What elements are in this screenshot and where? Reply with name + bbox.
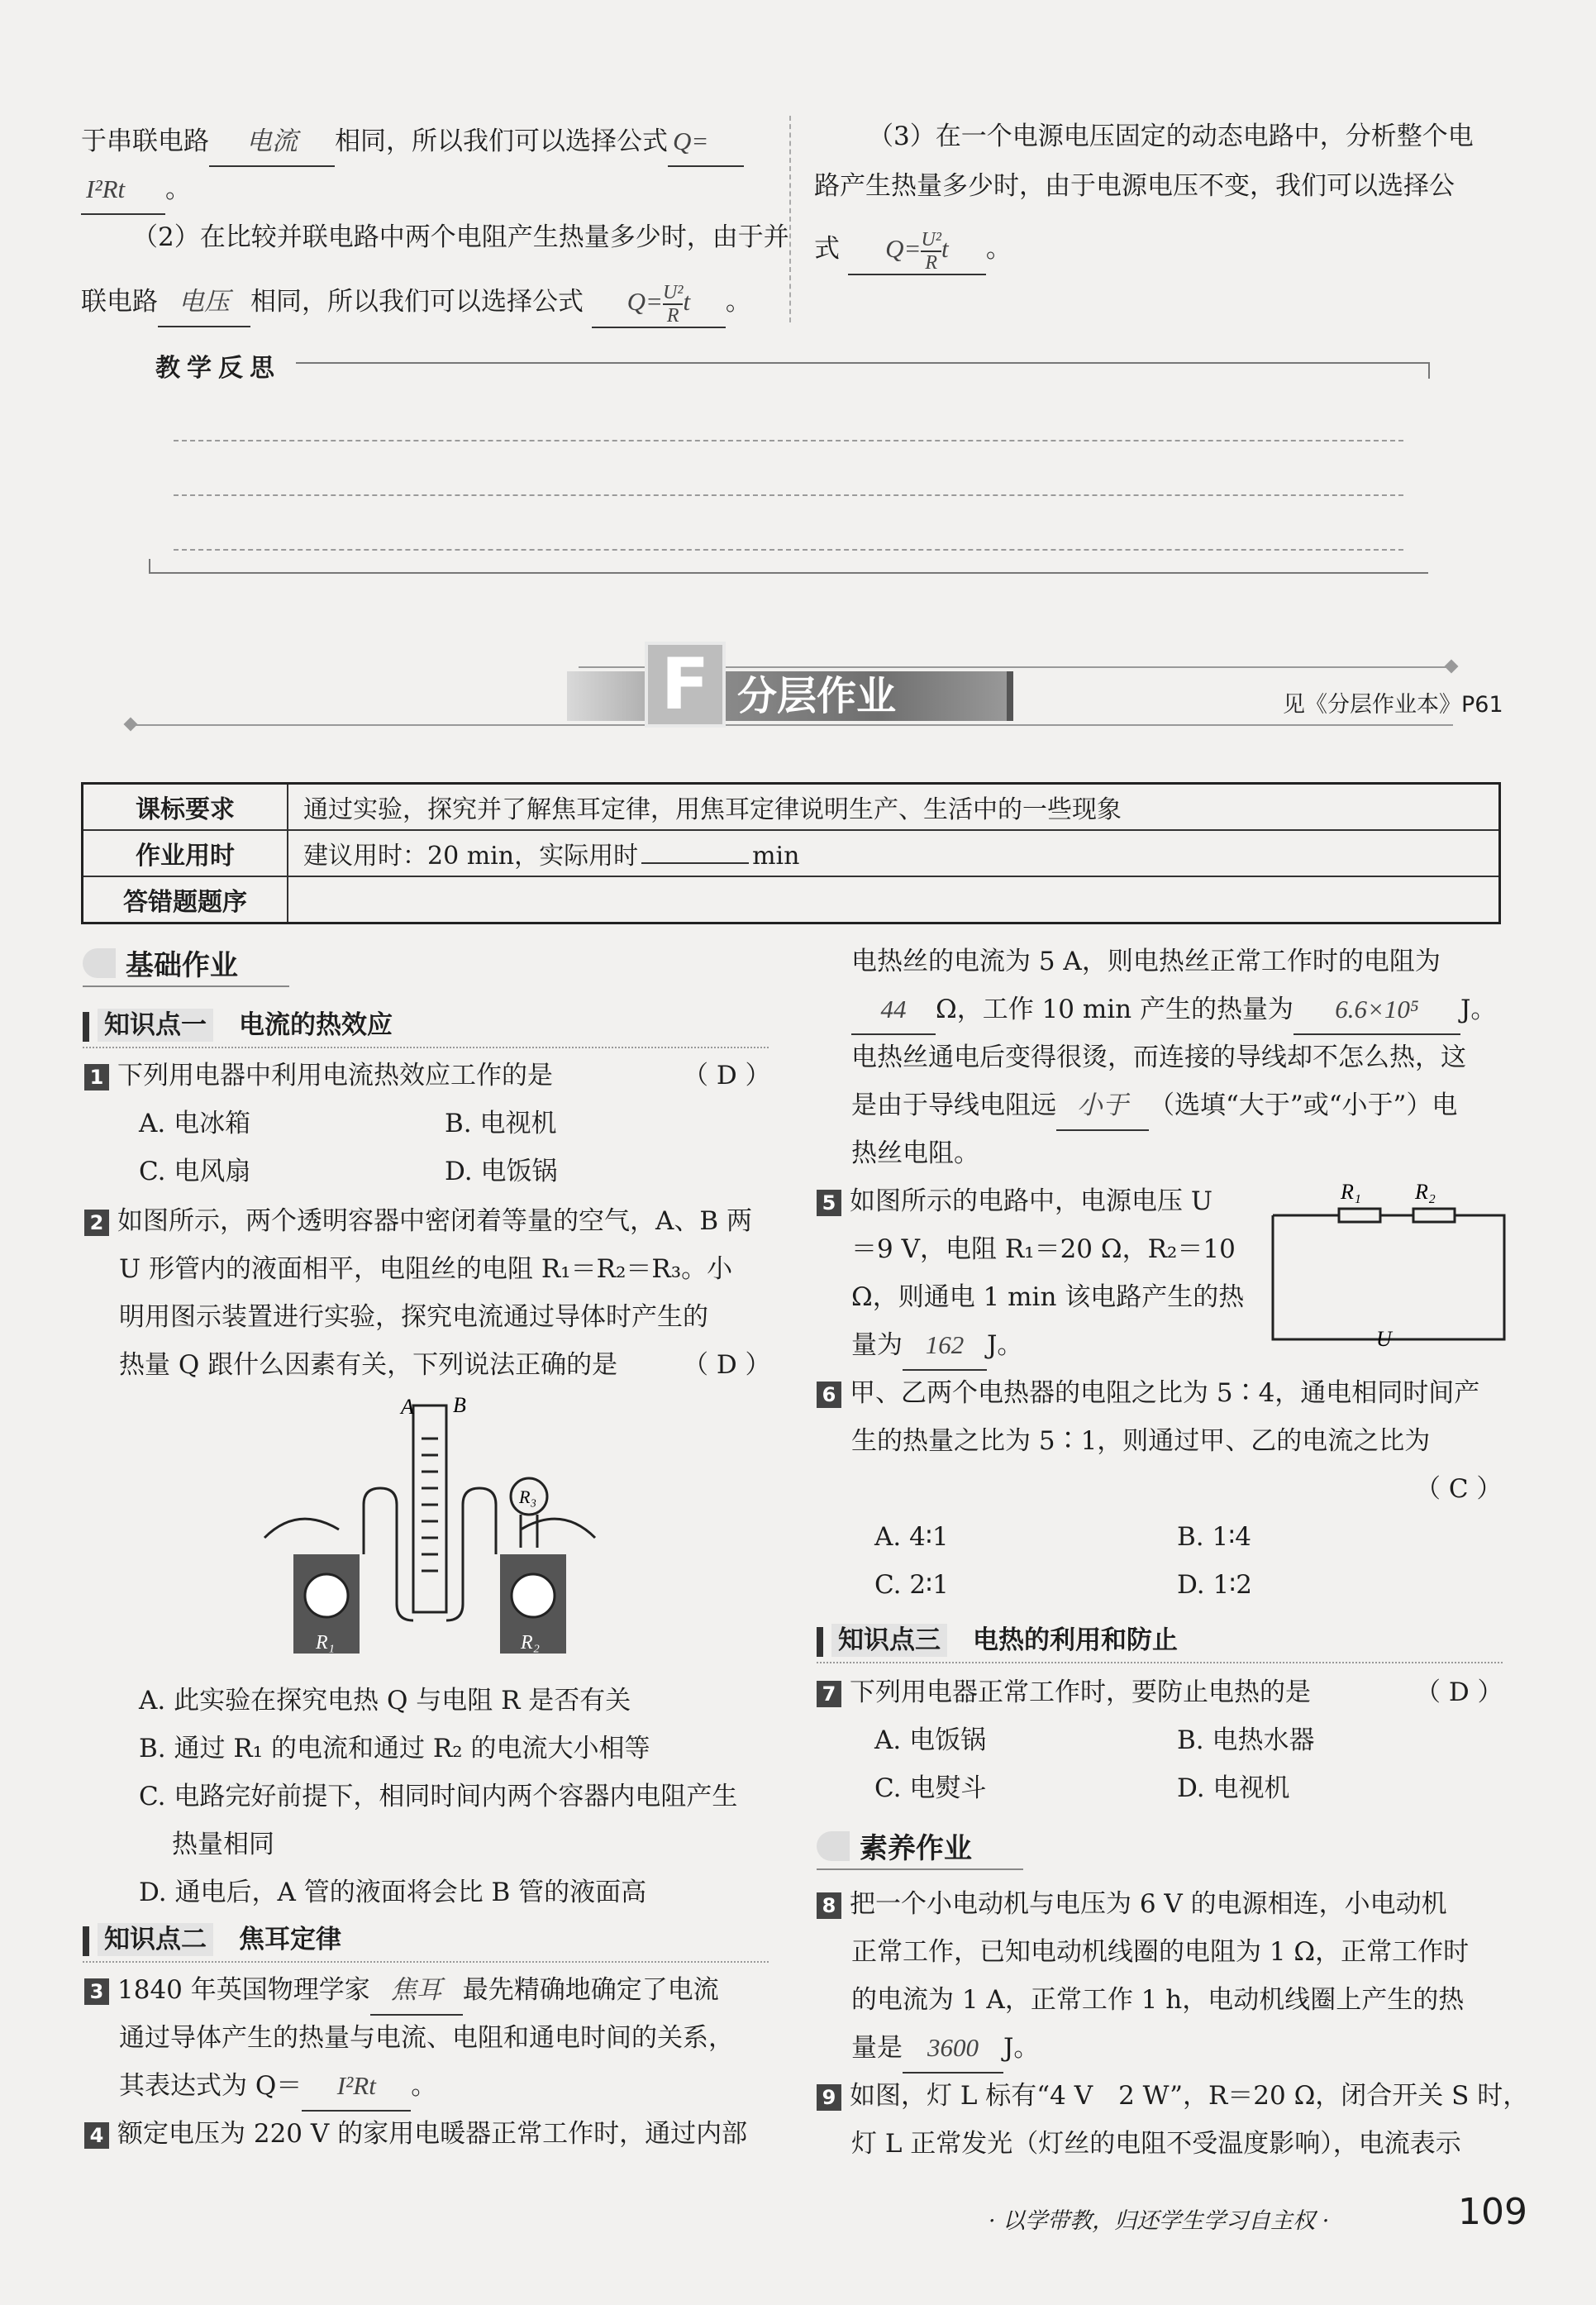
answer-formula: Q= $\frac{\text{U²}}{R}$ t [848,225,986,275]
option-a: A. 4∶1 [874,1522,949,1552]
reflection-bottom-line [149,572,1428,574]
option-c: C. 电路完好前提下，相同时间内两个容器内电阻产生 [139,1782,738,1811]
question-5-line: Ω，则通电 1 min 该电路产生的热 [851,1282,1245,1312]
reflection-corner [1428,362,1430,379]
u-tube-apparatus-figure [248,1389,612,1670]
top-p2: （2）在比较并联电路中两个电阻产生热量多少时，由于并 [132,222,789,252]
quality-section-heading: 素养作业 [817,1825,972,1866]
option-a: A. 此实验在探究电热 Q 与电阻 R 是否有关 [139,1686,631,1716]
scale-marks [422,1439,438,1571]
column-divider [789,116,791,322]
section-underline [817,1868,1023,1870]
answer-choice: （ D ） [683,1061,771,1090]
banner-title: 分层作业 [737,673,897,719]
knowledge-point-1: 知识点一 电流的热效应 [83,1004,393,1042]
table-row [83,830,1500,876]
table-header: 课标要求 [83,784,288,831]
option-b: B. 1∶4 [1177,1522,1252,1552]
question-2-line: 热量 Q 跟什么因素有关，下列说法正确的是 [119,1350,618,1380]
label-r3: R₃ [519,1487,537,1507]
answer-blank: I²Rt [302,2062,411,2112]
question-8-line: 正常工作，已知电动机线圈的电阻为 1 Ω，正常工作时 [851,1937,1470,1967]
question-6-line: 生的热量之比为 5∶1，则通过甲、乙的电流之比为 [851,1426,1431,1456]
label-b: B [453,1393,466,1417]
reflection-top-line [296,362,1428,364]
section-underline [83,985,289,987]
answer-blank: Q= [668,117,744,167]
question-4-line: 是由于导线电阻远 小于 （选填“大于”或“小于”）电 [851,1081,1457,1131]
answer-blank: 3600 [903,2024,1003,2074]
label-r2: R₂ [1415,1180,1436,1204]
top-p3-line2: 路产生热量多少时，由于电源电压不变，我们可以选择公 [814,171,1455,201]
series-circuit-figure [1265,1174,1513,1356]
top-p3-line3: 式 Q= $\frac{\text{U²}}{R}$ t 。 [814,225,1012,275]
question-4-line: 电热丝的电流为 5 A，则电热丝正常工作时的电阻为 [851,947,1441,976]
page-number: 109 [1458,2191,1527,2233]
answer-choice: （ D ） [683,1350,771,1380]
footer-motto: · 以学带教，归还学生学习自主权 · [989,2208,1330,2234]
option-a: A. 电饭锅 [874,1725,987,1755]
label-r1: R₁ [316,1632,336,1654]
question-4: 4 额定电压为 220 V 的家用电暖器正常工作时，通过内部 [84,2110,747,2158]
answer-choice: （ D ） [1415,1677,1503,1707]
table-row [83,876,1500,923]
answer-blank: 电压 [158,278,250,327]
answer-blank: 6.6×10⁵ [1293,985,1460,1035]
resistor-r2 [512,1574,555,1617]
banner-reference: 见《分层作业本》P61 [1283,692,1503,718]
question-9-line: 灯 L 正常发光（灯丝的电阻不受温度影响），电流表示 [851,2129,1461,2159]
question-4-line: 热丝电阻。 [851,1138,979,1168]
table-header: 作业用时 [83,830,288,876]
banner-rule-end [124,718,138,732]
arrow-icon [83,948,116,978]
wrong-questions-cell[interactable] [288,876,1500,923]
answer-blank: 44 [851,985,936,1035]
option-b: B. 电热水器 [1177,1725,1315,1755]
kp-divider [83,1961,769,1963]
option-b: B. 通过 R₁ 的电流和通过 R₂ 的电流大小相等 [139,1734,650,1763]
answer-choice: （ C ） [1415,1474,1503,1504]
question-3: 3 1840 年英国物理学家 焦耳 最先精确地确定了电流 [84,1966,719,2016]
u-tube-left [364,1488,413,1620]
question-8-line: 的电流为 1 A，正常工作 1 h，电动机线圈上产生的热 [851,1985,1465,2015]
circuit-wire [1273,1215,1504,1339]
resistor-r2 [1413,1209,1455,1222]
top-p1-cont: I²Rt 。 [81,165,191,215]
question-3-line: 其表达式为 Q＝ I²Rt 。 [119,2062,436,2112]
time-blank[interactable] [641,862,749,864]
question-6: 6 甲、乙两个电热器的电阻之比为 5∶4，通电相同时间产 [817,1369,1479,1417]
answer-blank: 162 [903,1321,987,1371]
table-cell: 通过实验，探究并了解焦耳定律，用焦耳定律说明生产、生活中的一些现象 [288,784,1500,831]
question-8-line: 量是 3600 J。 [851,2024,1039,2074]
reflection-line [174,549,1403,551]
question-8: 8 把一个小电动机与电压为 6 V 的电源相连，小电动机 [817,1880,1447,1928]
question-2-line: U 形管内的液面相平，电阻丝的电阻 R₁＝R₂＝R₃。小 [119,1254,733,1284]
u-tube-right [446,1488,496,1620]
question-5-line: 量为 162 J。 [851,1321,1022,1371]
answer-blank: I²Rt [81,165,165,215]
u-tube-outer [413,1405,446,1612]
top-p1: 于串联电路 电流 相同，所以我们可以选择公式 Q= [81,117,744,167]
question-4-line: 电热丝通电后变得很烫，而连接的导线却不怎么热，这 [851,1043,1466,1072]
table-cell: 建议用时：20 min，实际用时 min [288,830,1500,876]
option-a: A. 电冰箱 [139,1109,251,1138]
resistor-r1 [305,1574,348,1617]
option-d: D. 电视机 [1177,1773,1290,1803]
reflection-line [174,494,1403,496]
question-4-line: 44 Ω，工作 10 min 产生的热量为 6.6×10⁵ J。 [851,985,1496,1035]
option-d: D. 电饭锅 [445,1157,558,1186]
option-c-cont: 热量相同 [172,1830,274,1859]
question-2: 2 如图所示，两个透明容器中密闭着等量的空气，A、B 两 [84,1197,752,1245]
table-row [83,784,1500,831]
question-9: 9 如图，灯 L 标有“4 V 2 W”，R＝20 Ω，闭合开关 S 时， [817,2072,1528,2120]
question-5-line: ＝9 V，电阻 R₁＝20 Ω，R₂＝10 [851,1234,1236,1264]
reflection-title: 教学反思 [155,354,281,383]
question-1: 1 下列用电器中利用电流热效应工作的是 [84,1052,553,1100]
option-b: B. 电视机 [445,1109,557,1138]
top-p3: （3）在一个电源电压固定的动态电路中，分析整个电 [868,122,1474,151]
requirements-table [81,782,1501,924]
table-header: 答错题题序 [83,876,288,923]
basic-section-heading: 基础作业 [83,943,238,983]
kp-divider [817,1662,1503,1663]
wire [521,1519,595,1538]
answer-blank: 电流 [209,117,335,167]
reflection-corner [149,559,150,574]
label-a: A [401,1395,414,1419]
question-2-line: 明用图示装置进行实验，探究电流通过导体时产生的 [119,1302,708,1332]
knowledge-point-3: 知识点三 电热的利用和防止 [817,1619,1178,1657]
answer-blank: 焦耳 [370,1966,463,2016]
banner-letter-badge: F [645,642,726,728]
option-d: D. 通电后，A 管的液面将会比 B 管的液面高 [139,1878,647,1907]
banner-end-bar [1007,671,1013,721]
option-c: C. 2∶1 [874,1570,949,1600]
option-c: C. 电风扇 [139,1157,251,1186]
wire [521,1515,537,1548]
knowledge-point-2: 知识点二 焦耳定律 [83,1918,341,1956]
question-7: 7 下列用电器正常工作时，要防止电热的是 [817,1668,1311,1716]
arrow-icon [817,1831,850,1861]
banner-rule [131,724,1453,726]
option-c: C. 电熨斗 [874,1773,987,1803]
answer-blank: 小于 [1056,1081,1149,1131]
label-r1: R₁ [1341,1180,1361,1204]
kp-divider [83,1047,769,1048]
option-d: D. 1∶2 [1177,1570,1252,1600]
answer-formula: Q= $\frac{\text{U²}}{R}$ t [592,278,726,328]
top-p2-cont: 联电路 电压 相同，所以我们可以选择公式 Q= $\frac{\text{U²}}{R}$ t 。 [81,278,751,328]
label-u: U [1376,1327,1392,1351]
label-r2: R₂ [521,1632,541,1654]
question-5: 5 如图所示的电路中，电源电压 U [817,1177,1212,1225]
wire [264,1519,339,1538]
reflection-line [174,440,1403,441]
resistor-r1 [1339,1209,1380,1222]
question-3-line: 通过导体产生的热量与电流、电阻和通电时间的关系， [119,2023,734,2053]
